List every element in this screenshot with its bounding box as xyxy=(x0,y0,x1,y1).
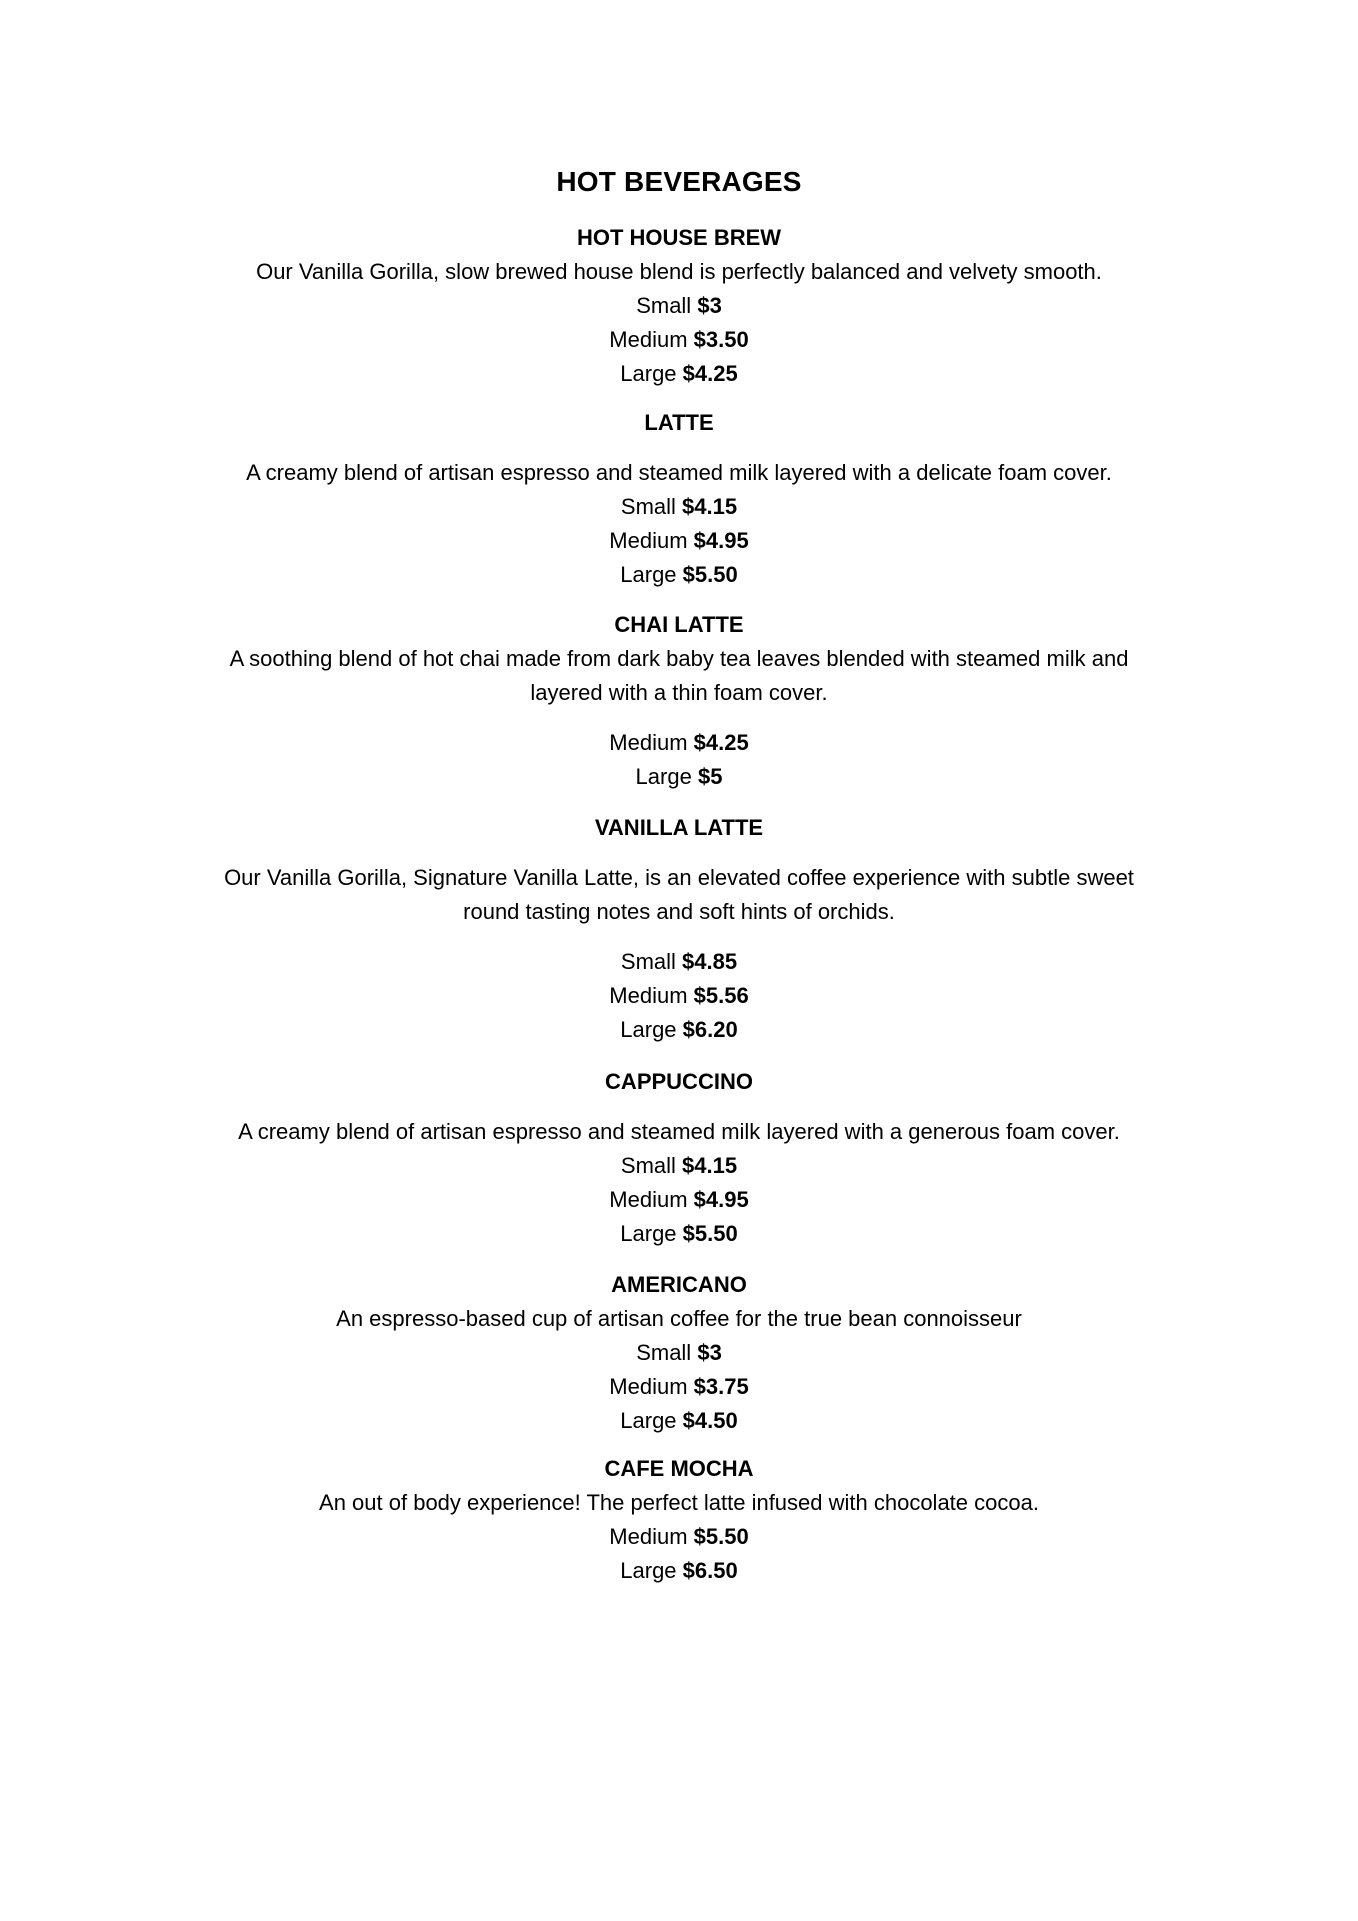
price-value: $6.20 xyxy=(682,1017,738,1042)
price-value: $5.56 xyxy=(693,983,749,1008)
price-row xyxy=(0,490,1358,524)
size-label: Medium xyxy=(609,730,688,755)
item-name: CHAI LATTE xyxy=(614,612,744,637)
size-label: Large xyxy=(620,562,677,587)
price-row xyxy=(0,1149,1358,1183)
price-row xyxy=(0,558,1358,592)
price-row xyxy=(0,524,1358,558)
price-value: $4.95 xyxy=(693,1187,749,1212)
price-row xyxy=(0,1336,1358,1370)
menu-title: HOT BEVERAGES xyxy=(556,166,802,197)
size-label: Small xyxy=(620,949,676,974)
price-value: $5.50 xyxy=(693,1524,749,1549)
size-label: Large xyxy=(620,361,677,386)
size-label: Small xyxy=(620,1153,676,1178)
price-value: $4.95 xyxy=(693,528,749,553)
item-description: Our Vanilla Gorilla, Signature Vanilla Latte, is an elevated coffee experience with subtle sweet round tasting notes and soft hints of orchids. xyxy=(224,865,1134,924)
item-description: A creamy blend of artisan espresso and steamed milk layered with a delicate foam cover. xyxy=(246,460,1112,485)
item-description: An espresso-based cup of artisan coffee for the true bean connoisseur xyxy=(336,1306,1022,1331)
item-name: LATTE xyxy=(644,410,714,435)
menu-item-americano xyxy=(0,1268,1358,1438)
item-description: Our Vanilla Gorilla, slow brewed house blend is perfectly balanced and velvety smooth. xyxy=(256,259,1102,284)
size-label: Medium xyxy=(609,983,688,1008)
price-value: $3.75 xyxy=(693,1374,749,1399)
price-row xyxy=(0,323,1358,357)
size-label: Large xyxy=(620,1408,677,1433)
item-name: HOT HOUSE BREW xyxy=(576,225,782,250)
size-label: Medium xyxy=(609,1187,688,1212)
price-row xyxy=(0,1183,1358,1217)
price-row xyxy=(0,1217,1358,1251)
price-value: $4.15 xyxy=(682,494,738,519)
size-label: Large xyxy=(620,1221,677,1246)
menu-item-chai-latte xyxy=(0,608,1358,794)
menu-item-vanilla-latte xyxy=(0,811,1358,1047)
price-row xyxy=(0,945,1358,979)
price-value: $4.25 xyxy=(693,730,749,755)
size-label: Large xyxy=(620,1558,677,1583)
size-label: Small xyxy=(636,1340,692,1365)
menu-item-latte xyxy=(0,406,1358,592)
size-label: Medium xyxy=(609,1524,688,1549)
price-row xyxy=(0,1520,1358,1554)
item-name: AMERICANO xyxy=(611,1272,747,1297)
size-label: Small xyxy=(636,293,692,318)
size-label: Medium xyxy=(609,528,688,553)
price-value: $6.50 xyxy=(682,1558,738,1583)
size-label: Small xyxy=(620,494,676,519)
size-label: Medium xyxy=(609,327,688,352)
menu-item-hot-house-brew xyxy=(0,221,1358,391)
price-row xyxy=(0,1554,1358,1588)
menu-item-cappuccino xyxy=(0,1065,1358,1251)
price-value: $5.50 xyxy=(682,1221,738,1246)
price-row xyxy=(0,760,1358,794)
size-label: Large xyxy=(635,764,692,789)
price-value: $5 xyxy=(697,764,723,789)
item-description: A soothing blend of hot chai made from dark baby tea leaves blended with steamed milk and layered with a thin foam cover. xyxy=(229,646,1129,705)
item-description: An out of body experience! The perfect latte infused with chocolate cocoa. xyxy=(319,1490,1039,1515)
price-value: $4.50 xyxy=(682,1408,738,1433)
item-name: CAPPUCCINO xyxy=(605,1069,753,1094)
price-row xyxy=(0,1370,1358,1404)
price-row xyxy=(0,1013,1358,1047)
item-name: CAFE MOCHA xyxy=(604,1456,754,1481)
price-row xyxy=(0,726,1358,760)
price-value: $3 xyxy=(697,1340,722,1365)
size-label: Medium xyxy=(609,1374,688,1399)
price-value: $4.85 xyxy=(682,949,738,974)
price-value: $4.25 xyxy=(682,361,738,386)
item-description: A creamy blend of artisan espresso and steamed milk layered with a generous foam cover. xyxy=(238,1119,1120,1144)
price-row xyxy=(0,1404,1358,1438)
menu-item-cafe-mocha xyxy=(0,1452,1358,1588)
price-value: $5.50 xyxy=(682,562,738,587)
price-value: $3 xyxy=(697,293,722,318)
price-row xyxy=(0,979,1358,1013)
price-row xyxy=(0,357,1358,391)
price-value: $4.15 xyxy=(682,1153,738,1178)
item-name: VANILLA LATTE xyxy=(594,815,764,840)
price-value: $3.50 xyxy=(693,327,749,352)
size-label: Large xyxy=(620,1017,677,1042)
price-row xyxy=(0,289,1358,323)
